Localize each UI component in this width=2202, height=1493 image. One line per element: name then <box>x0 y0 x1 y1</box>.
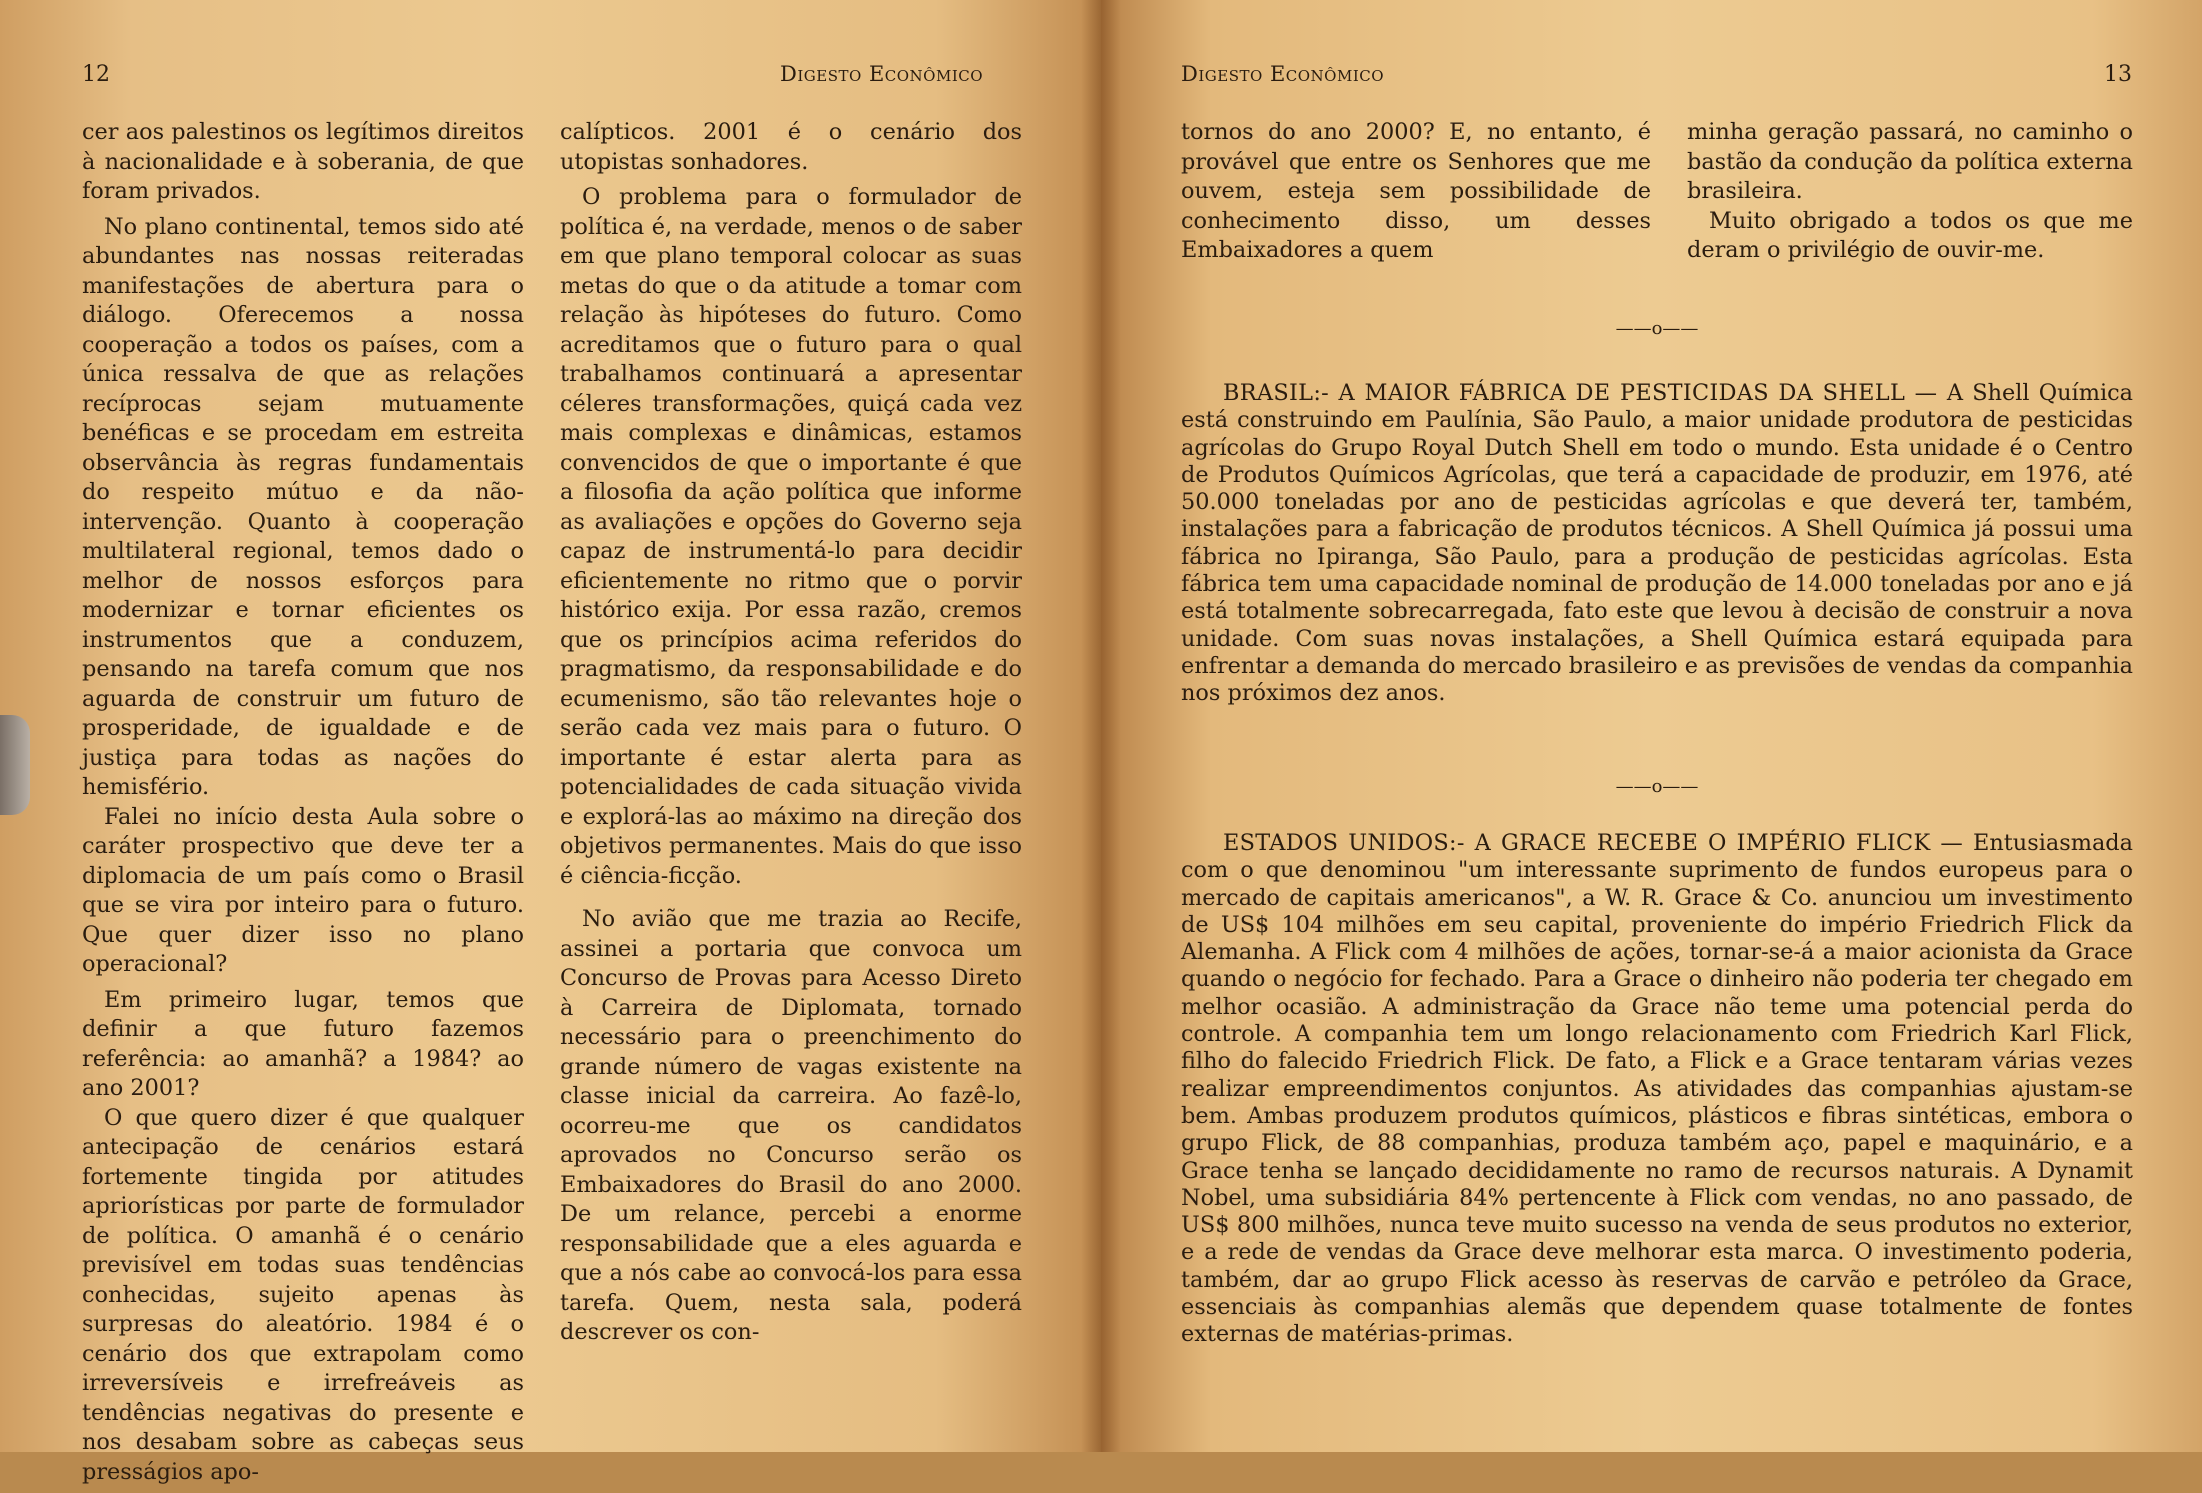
left-page-column-2 <box>560 118 1022 1354</box>
binding-clip <box>0 715 30 815</box>
paragraph: O que quero dizer é que qualquer antecipação de cenários estará fortemente tingida por atitudes apriorísticas por parte de formulador de política. O amanhã é o cenário previsível em todas suas tendências conhecidas, sujeito apenas às surpresas do aleatório. 1984 é o cenário dos que extrapolam como irreversíveis e irrefreáveis as tendências negativas do presente e nos desabam sobre as cabeças seus presságios apo- <box>82 1104 524 1485</box>
paragraph: minha geração passará, no caminho o bastão da condução da política externa brasileira. <box>1687 119 2133 204</box>
paragraph: O problema para o formulador de política é, na verdade, menos o de saber em que plano temporal colocar as suas metas do que o da atitude a tomar com relação às hipóteses do futuro. Como acreditamos que o futuro para o qual trabalhamos continuará a apresentar céleres transformações, quiçá cada vez mais complexas e dinâmicas, estamos convencidos de que o importante é que a filosofia da ação política que informe as avaliações e opções do Governo seja capaz de instrumentá-lo para decidir eficientemente no ritmo que o porvir histórico exija. Por essa razão, cremos que os princípios acima referidos do pragmatismo, da responsabilidade e do ecumenismo, são tão relevantes hoje o serão cada vez mais para o futuro. O importante é estar alerta para as potencialidades de cada situação vivida e explorá-las ao máximo na direção dos objetivos permanentes. Mais do que isso é ciência-ficção. <box>560 184 1022 889</box>
right-page <box>1101 0 2202 1452</box>
news-headline: BRASIL:- A MAIOR FÁBRICA DE PESTICIDAS DA SHELL — <box>1223 380 1947 406</box>
paragraph: No avião que me trazia ao Recife, assinei a portaria que convoca um Concurso de Provas para Acesso Direto à Carreira de Diplomata, tornado necessário para o preenchimento do grande número de vagas existente na classe inicial da carreira. Ao fazê-lo, ocorreu-me que os candidatos aprovados no Concurso serão os Embaixadores do Brasil do ano 2000. De um relance, percebi a enorme responsabilidade que a eles aguarda e que a nós cabe ao convocá-los para essa tarefa. Quem, nesta sala, poderá descrever os con- <box>560 906 1022 1345</box>
right-page-column-2 <box>1687 118 2133 272</box>
running-head-right: Digesto Econômico <box>1181 62 1385 86</box>
news-body: Entusiasmada com o que denominou "um interessante suprimento de fundos europeus para o mercado de capitais americanos", a W. R. Grace & Co. anunciou um investimento de US$ 104 milhões em seu capital, proveniente do império Friedrich Flick da Alemanha. A Flick com 4 milhões de ações, tornar-se-á a maior acionista da Grace quando o negócio for fechado. Para a Grace o dinheiro não poderia ter chegado em melhor ocasião. A administração da Grace não teme uma potencial perda do controle. A companhia tem um longo relacionamento com Friedrich Karl Flick, filho do falecido Friedrich Flick. De fato, a Flick e a Grace tentaram várias vezes realizar empreendimentos conjuntos. As atividades das companhias ajustam-se bem. Ambas produzem produtos químicos, plásticos e fibras sintéticas, embora o grupo Flick, de 88 companhias, produza também aço, papel e maquinário, e a Grace tenha se lançado decididamente no ramo de recursos naturais. A Dynamit Nobel, uma subsidiária 84% pertencente à Flick com vendas, no ano passado, de US$ 800 milhões, nunca teve muito sucesso na venda de seus produtos no exterior, e a rede de vendas da Grace deve melhorar esta marca. O investimento poderia, também, dar ao grupo Flick acesso às reservas de carvão e petróleo da Grace, essenciais às companhias alemãs que dependem quase totalmente de fontes externas de matérias-primas. <box>1181 830 2133 1348</box>
page-number-right: 13 <box>2104 62 2132 87</box>
section-divider: ——o—— <box>1615 776 1699 797</box>
paragraph: calípticos. 2001 é o cenário dos utopistas sonhadores. <box>560 119 1022 175</box>
news-item-shell <box>1181 380 2133 708</box>
running-head-left: Digesto Econômico <box>780 62 984 86</box>
paragraph: tornos do ano 2000? E, no entanto, é provável que entre os Senhores que me ouvem, esteja sem possibilidade de conhecimento disso, um desses Embaixadores a quem <box>1181 119 1651 263</box>
book-gutter <box>1081 0 1121 1452</box>
right-page-column-1 <box>1181 118 1651 272</box>
left-page <box>0 0 1101 1485</box>
paragraph: cer aos palestinos os legítimos direitos à nacionalidade e à soberania, de que foram privados. <box>82 119 524 204</box>
news-body: A Shell Química está construindo em Paulínia, São Paulo, a maior unidade produtora de pesticidas agrícolas do Grupo Royal Dutch Shell em todo o mundo. Esta unidade é o Centro de Produtos Químicos Agrícolas, que terá a capacidade de produzir, em 1976, até 50.000 toneladas por ano de pesticidas agrícolas e que deverá ter, também, instalações para a fabricação de produtos técnicos. A Shell Química já possui uma fábrica no Ipiranga, São Paulo, para a produção de pesticidas agrícolas. Esta fábrica tem uma capacidade nominal de produção de 14.000 toneladas por ano e já está totalmente sobrecarregada, fato este que levou à decisão de construir a nova unidade. Com suas novas instalações, a Shell Química estará equipada para enfrentar a demanda do mercado brasileiro e as previsões de vendas da companhia nos próximos dez anos. <box>1181 380 2133 707</box>
news-item-grace-flick <box>1181 830 2133 1349</box>
left-page-column-1 <box>82 118 524 1493</box>
page-number-left: 12 <box>82 62 110 87</box>
paragraph: Em primeiro lugar, temos que definir a que futuro fazemos referência: ao amanhã? a 1984? ao ano 2001? <box>82 986 524 1101</box>
news-headline: ESTADOS UNIDOS:- A GRACE RECEBE O IMPÉRIO FLICK — <box>1223 830 1974 856</box>
paragraph: Falei no início desta Aula sobre o caráter prospectivo que deve ter a diplomacia de um país como o Brasil que se vira por inteiro para o futuro. Que quer dizer isso no plano operacional? <box>82 803 524 977</box>
paragraph: No plano continental, temos sido até abundantes nas nossas reiteradas manifestações de abertura para o diálogo. Oferecemos a nossa cooperação a todos os países, com a única ressalva de que as relações recíprocas sejam mutuamente benéficas e se procedam em estreita observância às regras fundamentais do respeito mútuo e da não-intervenção. Quanto à cooperação multilateral regional, temos dado o melhor de nossos esforços para modernizar e tornar eficientes os instrumentos que a conduzem, pensando na tarefa comum que nos aguarda de construir um futuro de prosperidade, de igualdade e de justiça para todas as nações do hemisfério. <box>82 213 524 800</box>
section-divider: ——o—— <box>1615 318 1699 339</box>
paragraph: Muito obrigado a todos os que me deram o privilégio de ouvir-me. <box>1687 207 2133 263</box>
